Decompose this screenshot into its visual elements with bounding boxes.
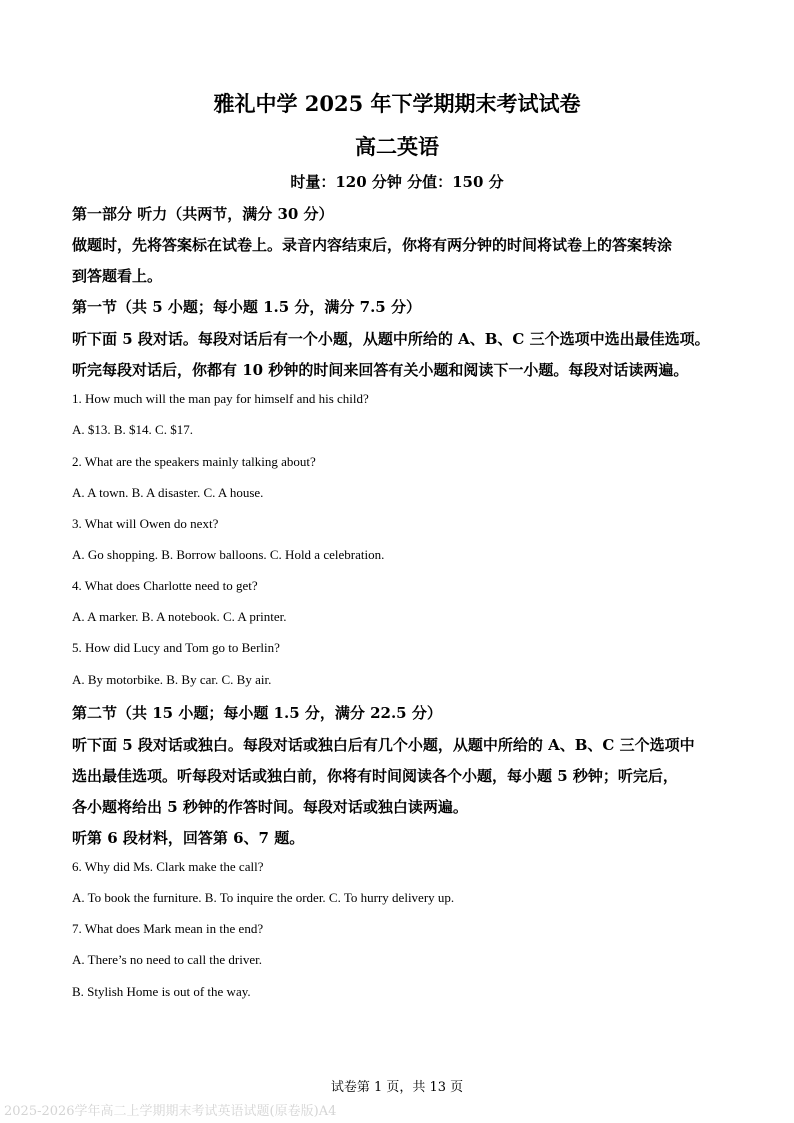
question-5-options: A. By motorbike. B. By car. C. By air. bbox=[72, 672, 272, 687]
section2-instruction-line2: 选出最佳选项。听每段对话或独白前，你将有时间阅读各个小题，每小题 5 秒钟；听完后， bbox=[72, 767, 678, 785]
question-6: 6. Why did Ms. Clark make the call? bbox=[72, 859, 264, 874]
subject-title: 高二英语 bbox=[355, 134, 439, 159]
part1-instruction-line1: 做题时，先将答案标在试卷上。录音内容结束后，你将有两分钟的时间将试卷上的答案转涂 bbox=[72, 236, 673, 254]
page-footer: 试卷第 1 页，共 13 页 bbox=[330, 1080, 464, 1095]
material-6-heading: 听第 6 段材料，回答第 6、7 题。 bbox=[72, 829, 305, 847]
section1-heading: 第一节（共 5 小题；每小题 1.5 分，满分 7.5 分） bbox=[72, 298, 421, 316]
watermark: 2025-2026学年高二上学期期末考试英语试题(原卷版)A4 bbox=[4, 1104, 337, 1119]
question-2: 2. What are the speakers mainly talking about? bbox=[72, 454, 316, 469]
question-7-option-b: B. Stylish Home is out of the way. bbox=[72, 984, 251, 999]
question-3: 3. What will Owen do next? bbox=[72, 516, 219, 531]
section2-instruction-line3: 各小题将给出 5 秒钟的作答时间。每段对话或独白读两遍。 bbox=[72, 798, 468, 816]
question-5: 5. How did Lucy and Tom go to Berlin? bbox=[72, 640, 280, 655]
question-4-options: A. A marker. B. A notebook. C. A printer. bbox=[72, 609, 287, 624]
question-6-options: A. To book the furniture. B. To inquire the order. C. To hurry delivery up. bbox=[72, 890, 455, 905]
section2-instruction-line1: 听下面 5 段对话或独白。每段对话或独白后有几个小题，从题中所给的 A、B、C 三个选项中 bbox=[72, 736, 695, 754]
question-7: 7. What does Mark mean in the end? bbox=[72, 921, 264, 936]
question-4: 4. What does Charlotte need to get? bbox=[72, 578, 258, 593]
exam-title: 雅礼中学 2025 年下学期期末考试试卷 bbox=[213, 91, 581, 116]
question-2-options: A. A town. B. A disaster. C. A house. bbox=[72, 485, 264, 500]
section2-heading: 第二节（共 15 小题；每小题 1.5 分，满分 22.5 分） bbox=[72, 704, 442, 722]
section1-instruction-line1: 听下面 5 段对话。每段对话后有一个小题，从题中所给的 A、B、C 三个选项中选出最佳选项。 bbox=[72, 330, 710, 348]
time-score: 时量：120 分钟 分值：150 分 bbox=[290, 173, 504, 191]
question-1-options: A. $13. B. $14. C. $17. bbox=[72, 422, 193, 437]
section1-instruction-line2: 听完每段对话后，你都有 10 秒钟的时间来回答有关小题和阅读下一小题。每段对话读两遍。 bbox=[72, 361, 689, 379]
question-3-options: A. Go shopping. B. Borrow balloons. C. Hold a celebration. bbox=[72, 547, 385, 562]
part1-instruction-line2: 到答题看上。 bbox=[72, 267, 163, 285]
part1-heading: 第一部分 听力（共两节，满分 30 分） bbox=[72, 205, 334, 223]
question-1: 1. How much will the man pay for himself and his child? bbox=[72, 391, 369, 406]
question-7-option-a: A. There’s no need to call the driver. bbox=[72, 952, 263, 967]
